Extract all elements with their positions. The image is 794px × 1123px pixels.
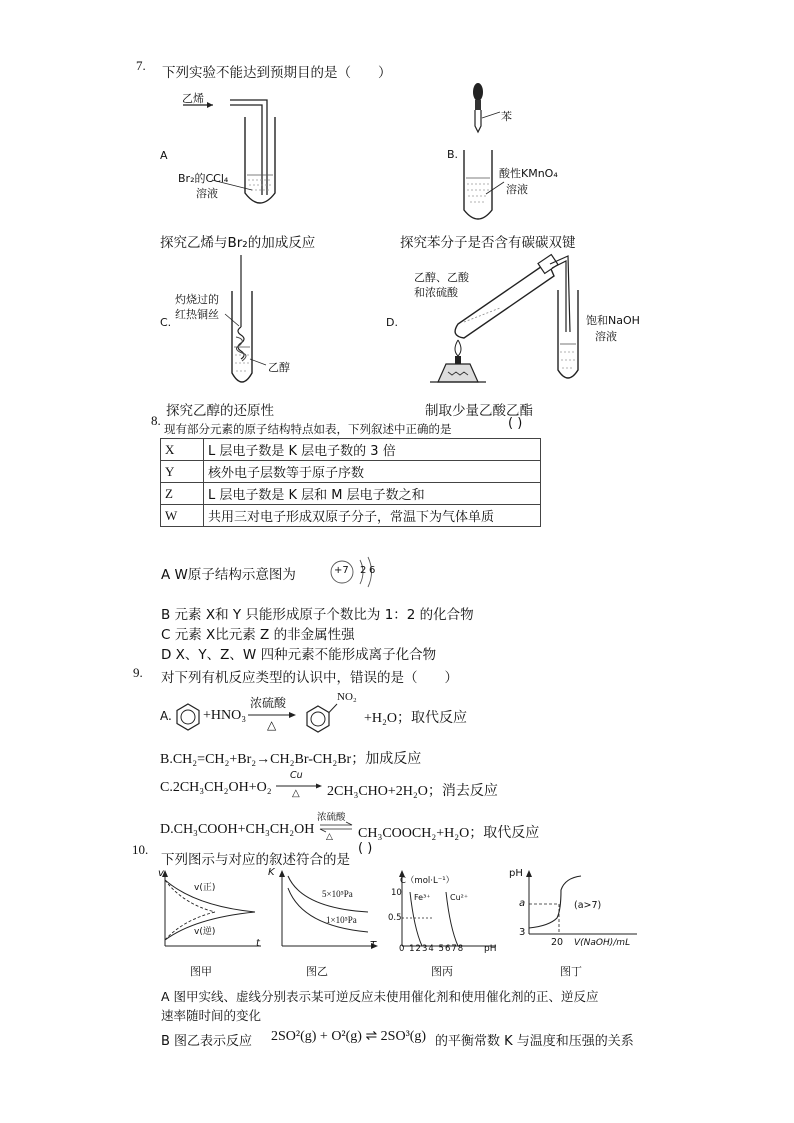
q10-option-a-line1: A 图甲实线、虚线分别表示某可逆反应未使用催化剂和使用催化剂的正、逆反应 bbox=[161, 989, 599, 1004]
yi-curve2: 1×10⁵Pa bbox=[326, 915, 357, 925]
c-wire-label: 灼烧过的 bbox=[175, 293, 219, 306]
ding-y-tick-a: a bbox=[519, 898, 526, 909]
b-leader-line bbox=[480, 180, 510, 200]
d-caption: 制取少量乙酸乙酯 bbox=[425, 403, 533, 419]
q9-d-left: D.CH₃COOH+CH₃CH₂OH bbox=[160, 822, 315, 837]
a-reagent-label: Br₂的CCl₄ bbox=[178, 172, 229, 185]
q7-number: 7. bbox=[136, 58, 146, 73]
x-tick: 6 bbox=[444, 944, 452, 954]
q8-answer-paren: ( ) bbox=[508, 416, 523, 431]
b-caption: 探究苯分子是否含有碳碳双键 bbox=[400, 235, 576, 251]
yi-y-label: K bbox=[268, 867, 275, 878]
b-reagent-label: 酸性KMnO₄ bbox=[499, 167, 558, 180]
q9-number: 9. bbox=[133, 665, 143, 680]
benzene-ring-icon bbox=[173, 702, 203, 732]
bing-ion2: Cu²⁺ bbox=[450, 893, 469, 902]
q8-option-a: A W原子结构示意图为 bbox=[161, 567, 296, 583]
q9-a-prefix: A. bbox=[160, 709, 172, 723]
q9-c-condition-top: Cu bbox=[290, 770, 303, 781]
q9-c-left: C.2CH₃CH₂OH+O₂ bbox=[160, 780, 272, 795]
q10-stem: 下列图示与对应的叙述符合的是 bbox=[161, 852, 350, 868]
q8-number: 8. bbox=[151, 413, 161, 428]
bing-y-tick-top: 10 bbox=[391, 888, 402, 898]
jia-lower-curve: v(逆) bbox=[194, 927, 216, 937]
bing-caption: 图丙 bbox=[431, 965, 453, 978]
table-cell-key: X bbox=[161, 439, 204, 461]
q9-a-hno3: +HNO₃ bbox=[203, 708, 247, 723]
q9-c-condition-bottom: △ bbox=[292, 788, 300, 799]
jia-y-label: v bbox=[158, 868, 164, 879]
c-leader-line bbox=[225, 312, 265, 332]
q9-d-condition-top: 浓硫酸 bbox=[317, 812, 346, 823]
jia-x-label: t bbox=[256, 938, 260, 949]
q7-stem: 下列实验不能达到预期目的是（ ） bbox=[162, 65, 392, 81]
table-row bbox=[161, 505, 541, 527]
d-mix-label: 乙醇、乙酸 bbox=[414, 271, 469, 284]
q10-option-a-line2: 速率随时间的变化 bbox=[161, 1008, 262, 1023]
ding-caption: 图丁 bbox=[560, 965, 582, 978]
q8-option-c: C 元素 X比元素 Z 的非金属性强 bbox=[161, 627, 355, 643]
ding-y-tick-3: 3 bbox=[519, 927, 526, 938]
c-liquid-label: 乙醇 bbox=[268, 361, 290, 374]
b-letter: B. bbox=[447, 148, 459, 161]
table-cell-key: Z bbox=[161, 483, 204, 505]
table-row bbox=[161, 461, 541, 483]
table-cell-key: W bbox=[161, 505, 204, 527]
bing-x-label: pH bbox=[484, 944, 497, 954]
yi-x-label: T bbox=[370, 940, 377, 951]
atom-shell1: 2 bbox=[360, 565, 367, 576]
yi-curve1: 5×10⁵Pa bbox=[322, 889, 353, 899]
yi-caption: 图乙 bbox=[306, 965, 328, 978]
q9-a-condition-bottom: △ bbox=[267, 718, 277, 732]
a-reagent-label2: 溶液 bbox=[196, 187, 218, 200]
d-tube-label: 饱和NaOH bbox=[586, 314, 640, 327]
atom-nucleus: +7 bbox=[334, 565, 349, 576]
table-row bbox=[161, 483, 541, 505]
apparatus-b-diagram bbox=[450, 82, 530, 222]
q10-option-b-suffix: 的平衡常数 K 与温度和压强的关系 bbox=[435, 1034, 634, 1049]
q10-option-b-equation: 2SO²(g) + O²(g) ⇌ 2SO³(g) bbox=[271, 1029, 427, 1044]
x-tick: 0 bbox=[399, 944, 406, 954]
graph-yi bbox=[272, 868, 382, 958]
c-caption: 探究乙醇的还原性 bbox=[166, 403, 274, 419]
x-tick: 4 bbox=[428, 944, 435, 954]
x-tick: 3 bbox=[421, 944, 429, 954]
q10-number: 10. bbox=[132, 842, 149, 857]
q10-option-b-prefix: B 图乙表示反应 bbox=[161, 1034, 253, 1049]
q9-a-no2: NO₂ bbox=[337, 691, 357, 703]
ding-x-label: V(NaOH)/mL bbox=[574, 938, 631, 948]
jia-caption: 图甲 bbox=[190, 965, 212, 978]
b-reagent-label2: 溶液 bbox=[506, 183, 528, 196]
element-table bbox=[160, 438, 541, 527]
c-wire-label2: 红热铜丝 bbox=[175, 308, 219, 321]
d-mix-label2: 和浓硫酸 bbox=[414, 286, 458, 299]
q9-c-right: 2CH₃CHO+2H₂O；消去反应 bbox=[327, 784, 498, 799]
x-tick: 2 bbox=[415, 944, 422, 954]
reaction-arrow bbox=[276, 782, 326, 790]
q9-a-condition-top: 浓硫酸 bbox=[250, 696, 287, 710]
ding-y-label: pH bbox=[509, 868, 523, 879]
table-row bbox=[161, 439, 541, 461]
q9-option-b: B.CH₂=CH₂+Br₂→CH₂Br-CH₂Br；加成反应 bbox=[160, 752, 422, 767]
q10-answer-paren: ( ) bbox=[358, 841, 373, 856]
q8-option-d: D X、Y、Z、W 四种元素不能形成离子化合物 bbox=[161, 647, 437, 663]
x-tick: 8 bbox=[457, 944, 465, 954]
d-tube-label2: 溶液 bbox=[595, 330, 617, 343]
x-tick: 7 bbox=[451, 944, 458, 954]
atom-shell2: 6 bbox=[369, 565, 376, 576]
b-top-label: 苯 bbox=[501, 110, 512, 123]
bing-y-label: C（mol·L⁻¹） bbox=[400, 876, 455, 886]
q8-stem: 现有部分元素的原子结构特点如表，下列叙述中正确的是 bbox=[164, 422, 452, 436]
ding-x-tick: 20 bbox=[551, 937, 564, 948]
table-cell-desc: 核外电子层数等于原子序数 bbox=[204, 461, 541, 483]
d-letter: D. bbox=[386, 316, 398, 329]
x-tick: 1 bbox=[409, 944, 416, 954]
bing-x-ticks bbox=[399, 944, 464, 954]
bing-ion1: Fe³⁺ bbox=[414, 893, 431, 902]
table-cell-key: Y bbox=[161, 461, 204, 483]
q9-stem: 对下列有机反应类型的认识中，错误的是（ ） bbox=[161, 670, 458, 686]
q9-a-tail: +H₂O；取代反应 bbox=[364, 711, 467, 726]
a-leader-line bbox=[212, 178, 272, 198]
c-letter: C. bbox=[160, 316, 172, 329]
a-gas-label: 乙烯 bbox=[182, 92, 204, 105]
ding-note: (a>7) bbox=[574, 900, 602, 911]
bing-y-tick-mid: 0.5 bbox=[388, 913, 402, 923]
jia-upper-curve: v(正) bbox=[194, 883, 216, 893]
q9-d-condition-bottom: △ bbox=[326, 832, 333, 842]
table-cell-desc: L 层电子数是 K 层和 M 层电子数之和 bbox=[204, 483, 541, 505]
table-cell-desc: 共用三对电子形成双原子分子，常温下为气体单质 bbox=[204, 505, 541, 527]
x-tick: 5 bbox=[438, 944, 445, 954]
table-cell-desc: L 层电子数是 K 层电子数的 3 倍 bbox=[204, 439, 541, 461]
a-letter: A bbox=[160, 149, 168, 162]
q8-option-b: B 元素 X和 Y 只能形成原子个数比为 1：2 的化合物 bbox=[161, 607, 474, 623]
equilibrium-arrow bbox=[318, 822, 358, 832]
q9-d-right: CH₃COOCH₂+H₂O；取代反应 bbox=[358, 826, 540, 841]
a-caption: 探究乙烯与Br₂的加成反应 bbox=[160, 235, 316, 251]
